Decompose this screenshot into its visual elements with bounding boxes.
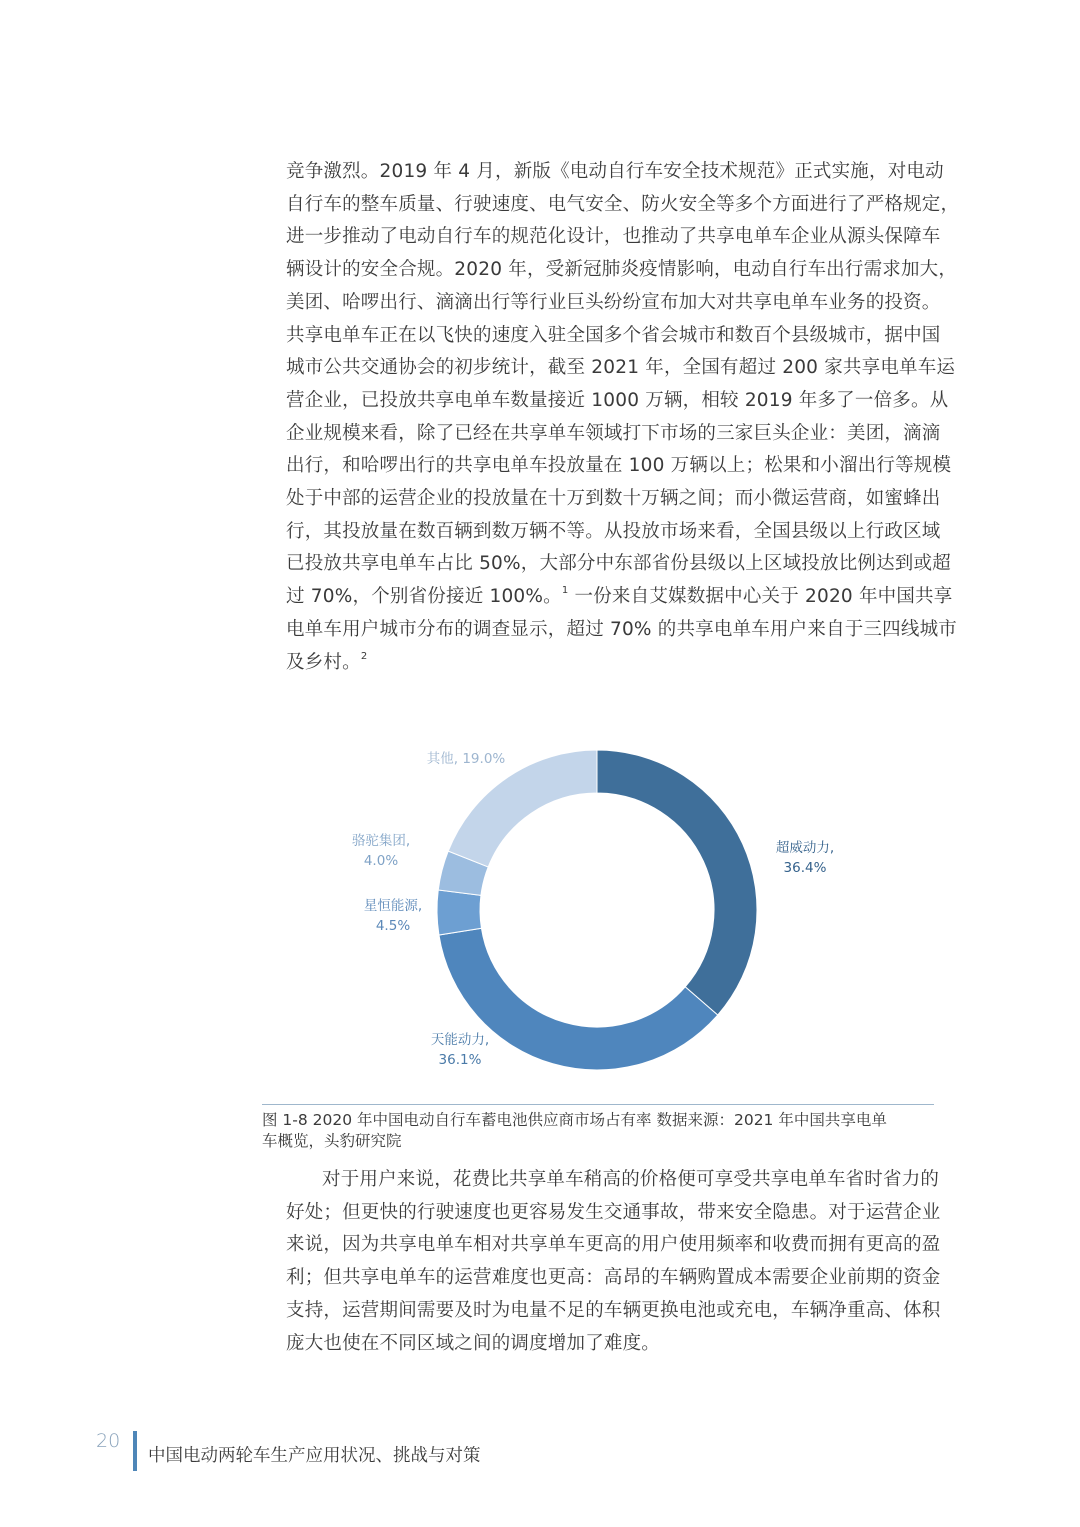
caption-divider <box>262 1104 934 1105</box>
text-line: 进一步推动了电动自行车的规范化设计，也推动了共享电单车企业从源头保障车 <box>286 226 941 248</box>
text-line: 企业规模来看，除了已经在共享单车领域打下市场的三家巨头企业：美团，滴滴 <box>286 422 941 444</box>
text-line: 行，其投放量在数百辆到数万辆不等。从投放市场来看，全国县级以上行政区域 <box>286 520 941 542</box>
text-line: 自行车的整车质量、行驶速度、电气安全、防火安全等多个方面进行了严格规定， <box>286 193 960 215</box>
figure-caption <box>262 1110 942 1152</box>
text-line: 庞大也使在不同区域之间的调度增加了难度。 <box>286 1332 661 1354</box>
text-line: 已投放共享电单车占比 50%，大部分中东部省份县级以上区域投放比例达到或超 <box>286 553 951 575</box>
text-fragment: 一份来自艾媒数据中心关于 2020 年中国共享 <box>568 586 953 608</box>
slice-label-name: 星恒能源, <box>363 898 423 914</box>
text-line: 对于用户来说，花费比共享单车稍高的价格便可享受共享电单车省时省力的 <box>322 1169 940 1190</box>
slice-label-value: 4.5% <box>375 918 411 934</box>
text-line: 好处；但更快的行驶速度也更容易发生交通事故，带来安全隐患。对于运营企业 <box>286 1201 941 1223</box>
text-line: 利；但共享电单车的运营难度也更高：高昂的车辆购置成本需要企业前期的资金 <box>286 1267 941 1289</box>
slice-label-name: 天能动力, <box>430 1032 490 1048</box>
slice-label-name: 骆驼集团, <box>351 833 411 849</box>
text-line: 处于中部的运营企业的投放量在十万到数十万辆之间；而小微运营商，如蜜蜂出 <box>286 488 941 510</box>
slice-label-value: 36.1% <box>438 1052 482 1068</box>
text-fragment: 及乡村。 <box>286 651 361 673</box>
text-fragment: 过 70%，个别省份接近 100%。 <box>286 586 562 608</box>
donut-slice-2 <box>437 890 481 935</box>
page-number: 20 <box>96 1430 121 1452</box>
text-line: 出行，和哈啰出行的共享电单车投放量在 100 万辆以上；松果和小溜出行等规模 <box>286 455 952 477</box>
text-line: 美团、哈啰出行、滴滴出行等行业巨头纷纷宣布加大对共享电单车业务的投资。 <box>286 291 941 313</box>
footnote-ref[interactable]: 2 <box>360 650 368 662</box>
body-paragraph-2 <box>286 1164 941 1360</box>
text-line: 辆设计的安全合规。2020 年，受新冠肺炎疫情影响，电动自行车出行需求加大， <box>286 259 958 281</box>
text-line: 来说，因为共享电单车相对共享单车更高的用户使用频率和收费而拥有更高的盈 <box>286 1234 941 1256</box>
caption-line: 车概览，头豹研究院 <box>262 1132 402 1150</box>
donut-slice-0 <box>597 750 757 1015</box>
donut-slice-4 <box>448 750 597 867</box>
slice-label-name: 超威动力, <box>775 840 835 856</box>
slice-label-name: 其他, 19.0% <box>426 751 506 767</box>
footnote-ref[interactable]: 1 <box>561 585 569 597</box>
text-line: 共享电单车正在以飞快的速度入驻全国多个省会城市和数百个县级城市，据中国 <box>286 324 941 346</box>
text-line: 电单车用户城市分布的调查显示，超过 70% 的共享电单车用户来自于三四线城市 <box>286 618 957 640</box>
text-line: 支持，运营期间需要及时为电量不足的车辆更换电池或充电，车辆净重高、体积 <box>286 1299 941 1321</box>
donut-slice-1 <box>439 928 718 1070</box>
footer-accent-bar <box>133 1431 137 1471</box>
text-line: 城市公共交通协会的初步统计，截至 2021 年，全国有超过 200 家共享电单车运 <box>286 357 956 379</box>
caption-line: 图 1-8 2020 年中国电动自行车蓄电池供应商市场占有率 数据来源：2021 年中国共享电单 <box>262 1111 887 1129</box>
text-line: 营企业，已投放共享电单车数量接近 1000 万辆，相较 2019 年多了一倍多。从 <box>286 389 949 411</box>
text-line: 竞争激烈。2019 年 4 月，新版《电动自行车安全技术规范》正式实施，对电动 <box>286 161 944 182</box>
running-title: 中国电动两轮车生产应用状况、挑战与对策 <box>148 1446 481 1466</box>
slice-label-value: 4.0% <box>363 853 399 869</box>
slice-label-value: 36.4% <box>783 860 827 876</box>
